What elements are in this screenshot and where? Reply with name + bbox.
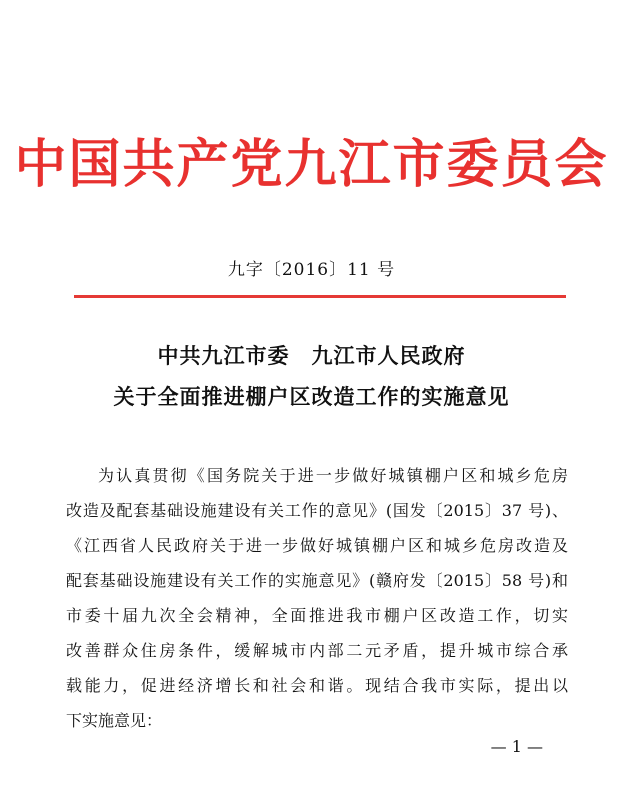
body-line: 配套基础设施建设有关工作的实施意见》(赣府发〔2015〕58 号)和: [66, 571, 568, 590]
body-line: 《江西省人民政府关于进一步做好城镇棚户区和城乡危房改造及: [66, 536, 568, 555]
body-paragraph: [66, 458, 568, 738]
body-line: 改善群众住房条件，缓解城市内部二元矛盾，提升城市综合承: [66, 641, 568, 660]
title-line-2: 关于全面推进棚户区改造工作的实施意见: [113, 385, 510, 409]
body-line: 市委十届九次全会精神，全面推进我市棚户区改造工作，切实: [66, 606, 568, 625]
page-number: — 1 —: [490, 737, 543, 756]
document-number: 九字〔2016〕11 号: [227, 260, 396, 280]
body-line: 改造及配套基础设施建设有关工作的意见》(国发〔2015〕37 号)、: [66, 501, 568, 520]
red-divider-line: [74, 295, 566, 298]
body-line: 为认真贯彻《国务院关于进一步做好城镇棚户区和城乡危房: [98, 466, 568, 485]
masthead-title: 中国共产党九江市委员会: [14, 134, 609, 195]
body-line: 载能力，促进经济增长和社会和谐。现结合我市实际，提出以: [66, 676, 568, 695]
title-line-1: 中共九江市委 九江市人民政府: [157, 344, 466, 368]
body-line: 下实施意见：: [66, 711, 163, 730]
